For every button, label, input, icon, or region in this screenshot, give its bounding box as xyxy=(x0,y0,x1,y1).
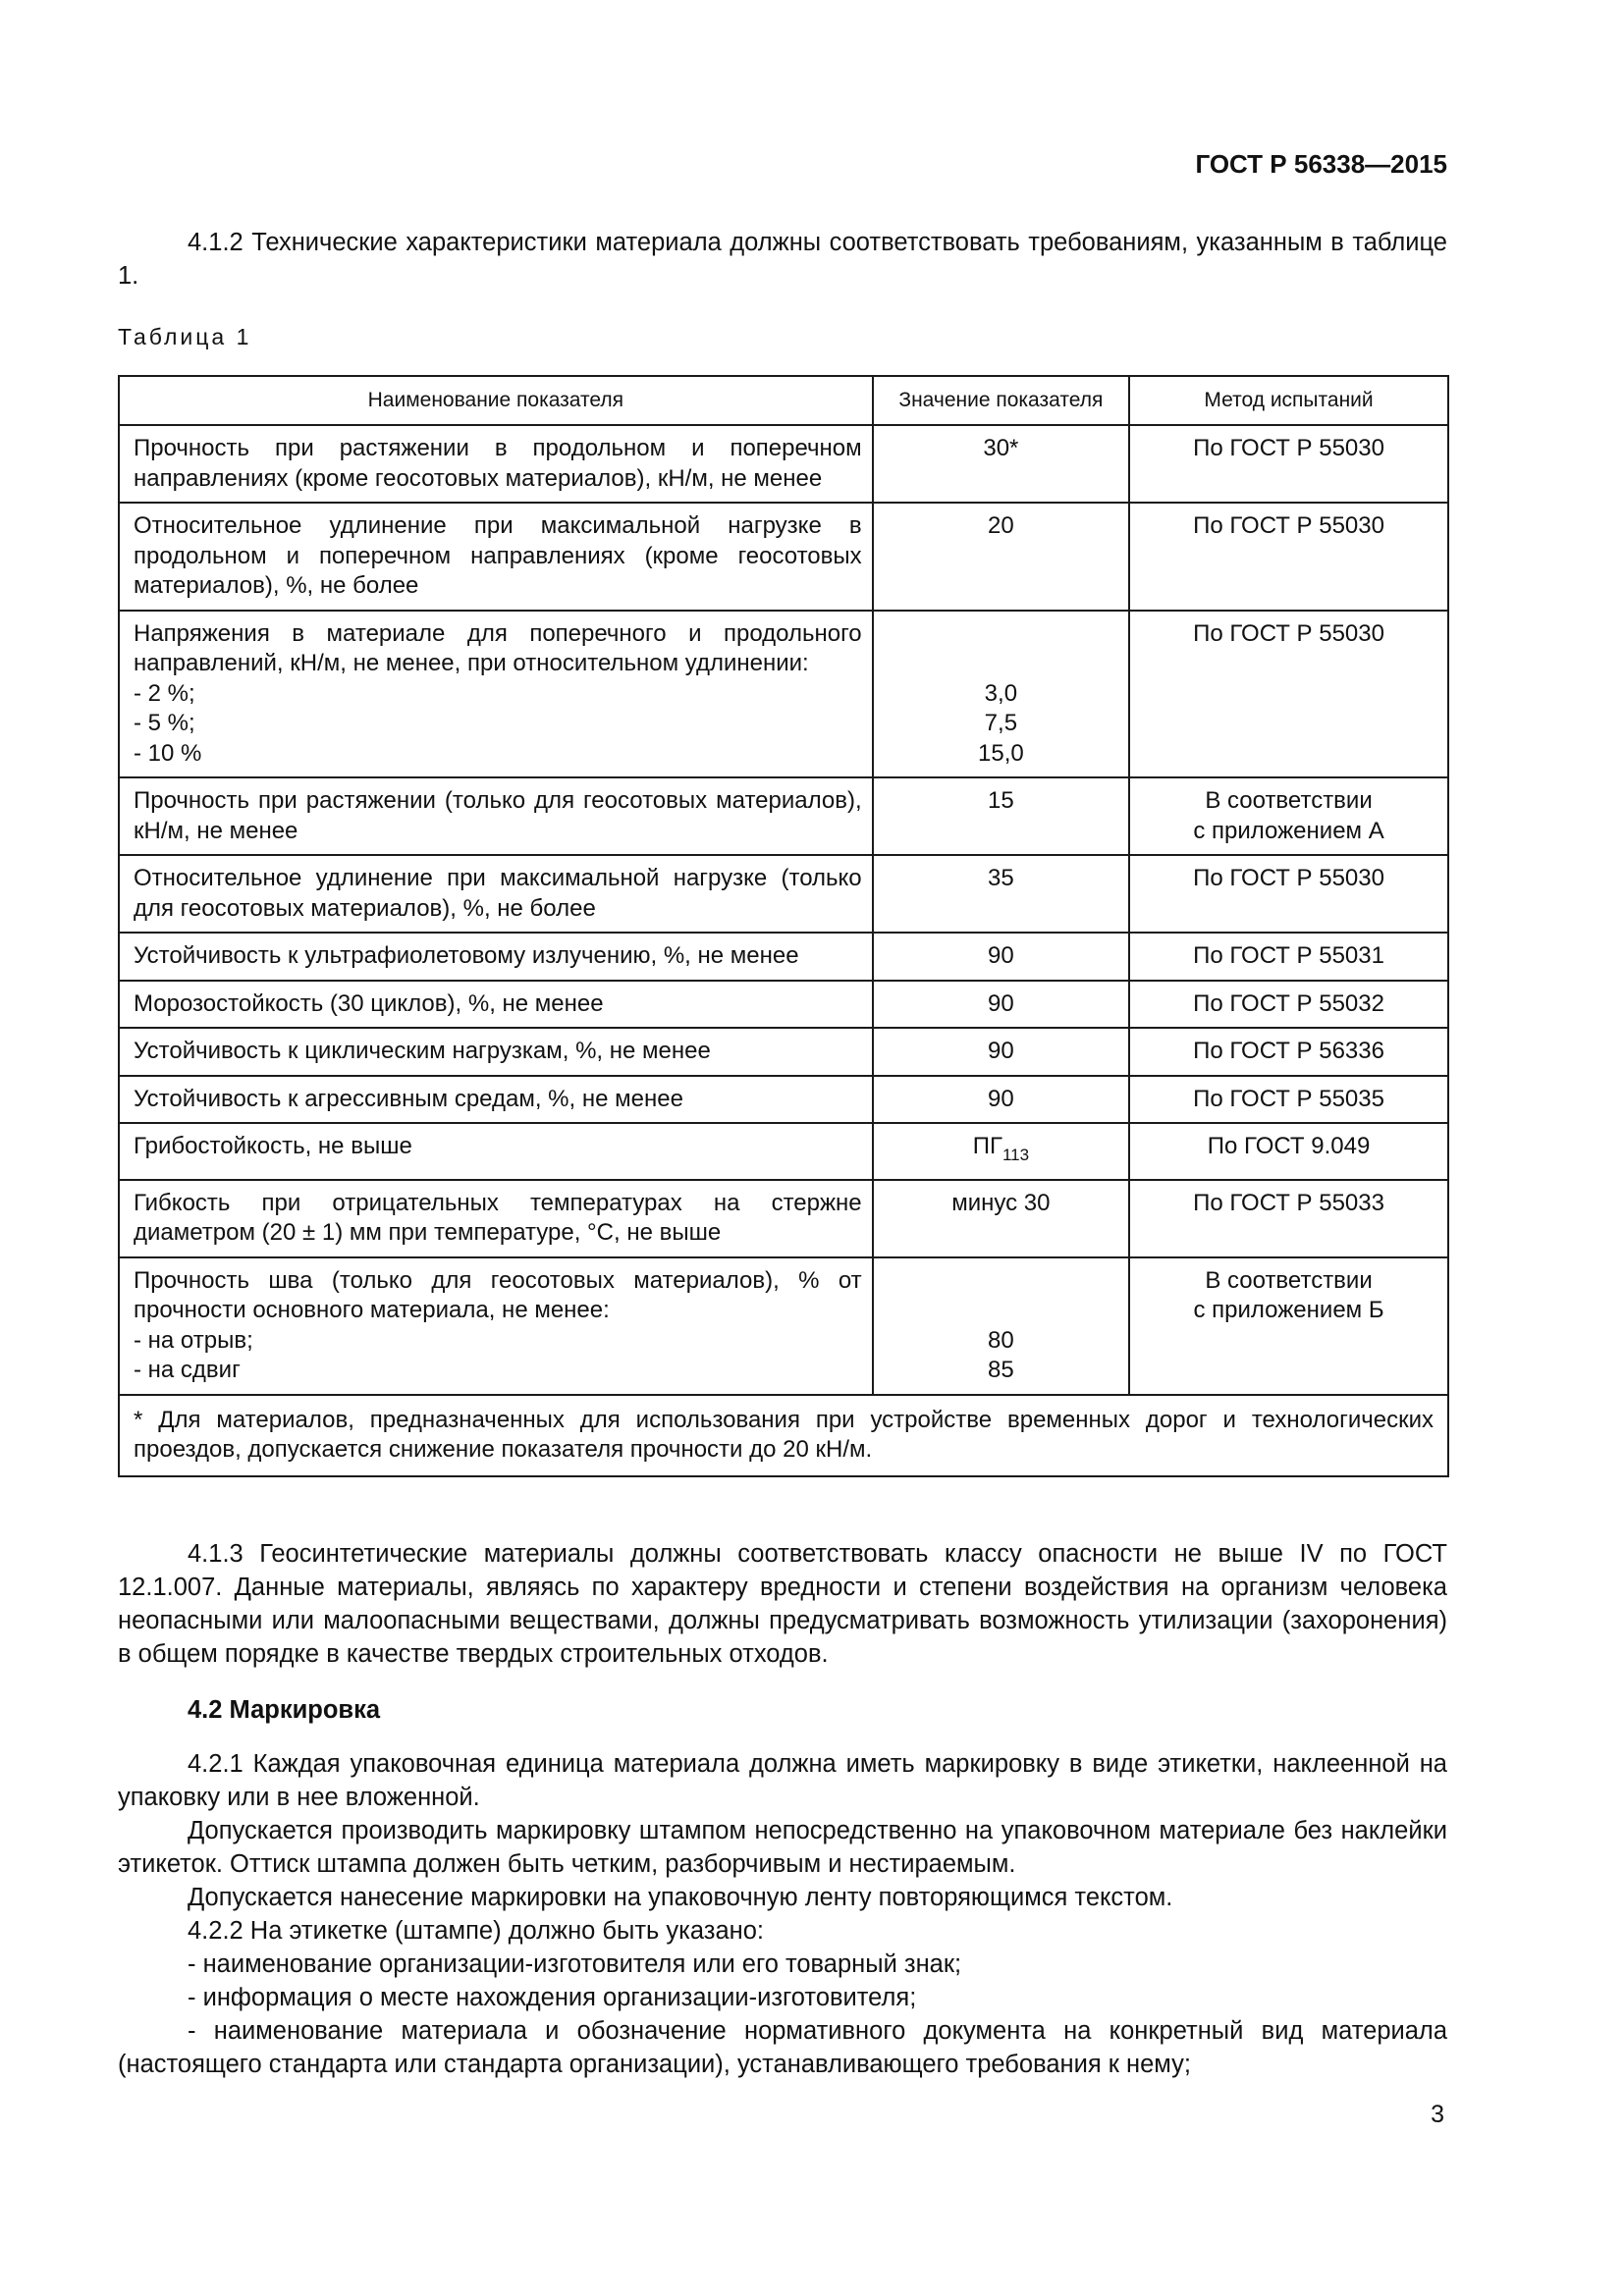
paragraph-4-1-3 xyxy=(118,1537,1447,1671)
sub-value: 85 xyxy=(988,1357,1014,1383)
table-row xyxy=(119,503,1448,611)
cell-value xyxy=(873,1123,1129,1180)
specification-table xyxy=(118,375,1449,1477)
sub-item: - 10 % xyxy=(134,739,202,767)
cell-name xyxy=(119,1257,873,1395)
cell-value: минус 30 xyxy=(873,1180,1129,1257)
cell-name: Относительное удлинение при максимальной нагрузке (только для геосотовых материалов), %, не более xyxy=(119,855,873,933)
table-row xyxy=(119,1028,1448,1076)
sub-item: - 5 %; xyxy=(134,710,195,736)
header-test-method: Метод испытаний xyxy=(1129,376,1448,425)
value-subscript: 113 xyxy=(1001,1146,1030,1164)
cell-name: Прочность при растяжении в продольном и поперечном направлениях (кроме геосотовых материалов), кН/м, не менее xyxy=(119,425,873,503)
cell-method: По ГОСТ Р 55030 xyxy=(1129,425,1448,503)
cell-name: Устойчивость к ультрафиолетовому излучению, %, не менее xyxy=(119,933,873,981)
method-line: с приложением Б xyxy=(1193,1297,1384,1323)
cell-method: По ГОСТ 9.049 xyxy=(1129,1123,1448,1180)
cell-value: 35 xyxy=(873,855,1129,933)
table-row xyxy=(119,1076,1448,1124)
cell-method: По ГОСТ Р 55032 xyxy=(1129,981,1448,1029)
sub-value: 3,0 xyxy=(984,679,1018,707)
method-line: с приложением А xyxy=(1193,817,1384,844)
paragraph-4-1-2 xyxy=(118,226,1447,293)
section-heading-4-2: 4.2 Маркировка xyxy=(188,1696,381,1724)
value-main: ПГ xyxy=(972,1133,1002,1159)
cell-value: 90 xyxy=(873,933,1129,981)
cell-value: 20 xyxy=(873,503,1129,611)
header-indicator-name: Наименование показателя xyxy=(119,376,873,425)
cell-method xyxy=(1129,777,1448,855)
cell-name: Гибкость при отрицательных температурах на стержне диаметром (20 ± 1) мм при температуре, °С, не выше xyxy=(119,1180,873,1257)
cell-value xyxy=(873,1257,1129,1395)
list-item-text: - наименование материала и обозначение нормативного документа на конкретный вид материала (настоящего стандарта или стандарта организации), устанавливающего требования к нему; xyxy=(118,2017,1447,2078)
cell-value: 90 xyxy=(873,981,1129,1029)
cell-name: Прочность при растяжении (только для геосотовых материалов), кН/м, не менее xyxy=(119,777,873,855)
cell-name-text: Прочность шва (только для геосотовых материалов), % от прочности основного материала, не менее: xyxy=(134,1266,862,1323)
cell-name xyxy=(119,611,873,778)
document-code: ГОСТ Р 56338—2015 xyxy=(1195,149,1447,179)
table-row xyxy=(119,1257,1448,1395)
cell-name: Относительное удлинение при максимальной нагрузке в продольном и поперечном направлениях (кроме геосотовых материалов), %, не более xyxy=(119,503,873,611)
table-row xyxy=(119,1180,1448,1257)
sub-item: - 2 %; xyxy=(134,679,195,707)
paragraph-text: 4.1.2 Технические характеристики материала должны соответствовать требованиям, указанным в таблице 1. xyxy=(118,229,1447,290)
method-line: В соответствии xyxy=(1205,787,1373,814)
page-number: 3 xyxy=(1431,2101,1444,2128)
cell-method xyxy=(1129,1257,1448,1395)
section-4-2-body xyxy=(118,1747,1447,2081)
cell-name-text: Напряжения в материале для поперечного и продольного направлений, кН/м, не менее, при относительном удлинении: xyxy=(134,619,862,676)
cell-name: Грибостойкость, не выше xyxy=(119,1123,873,1180)
cell-method: По ГОСТ Р 55030 xyxy=(1129,611,1448,778)
header-indicator-value: Значение показателя xyxy=(873,376,1129,425)
cell-name: Устойчивость к циклическим нагрузкам, %, не менее xyxy=(119,1028,873,1076)
cell-name: Морозостойкость (30 циклов), %, не менее xyxy=(119,981,873,1029)
cell-value xyxy=(873,611,1129,778)
table-row xyxy=(119,855,1448,933)
cell-method: По ГОСТ Р 55030 xyxy=(1129,503,1448,611)
table-caption: Таблица 1 xyxy=(118,324,252,349)
cell-method: По ГОСТ Р 55033 xyxy=(1129,1180,1448,1257)
cell-method: По ГОСТ Р 55030 xyxy=(1129,855,1448,933)
table-row xyxy=(119,777,1448,855)
list-item-text: - наименование организации-изготовителя или его товарный знак; xyxy=(188,1950,962,1978)
table-row xyxy=(119,425,1448,503)
cell-method: По ГОСТ Р 56336 xyxy=(1129,1028,1448,1076)
sub-item: - на сдвиг xyxy=(134,1357,241,1383)
table-row xyxy=(119,611,1448,778)
sub-value: 15,0 xyxy=(978,739,1024,767)
table-row xyxy=(119,933,1448,981)
cell-method: По ГОСТ Р 55031 xyxy=(1129,933,1448,981)
paragraph-text: Допускается нанесение маркировки на упаковочную ленту повторяющимся текстом. xyxy=(188,1884,1173,1911)
method-line: В соответствии xyxy=(1205,1266,1373,1294)
paragraph-text: 4.2.2 На этикетке (штампе) должно быть указано: xyxy=(188,1917,764,1945)
cell-value: 90 xyxy=(873,1076,1129,1124)
paragraph-4-2-1 xyxy=(118,1747,1447,1814)
cell-value: 15 xyxy=(873,777,1129,855)
sub-item: - на отрыв; xyxy=(134,1326,253,1354)
table-row xyxy=(119,981,1448,1029)
paragraph-stamp xyxy=(118,1814,1447,1881)
sub-value: 7,5 xyxy=(984,710,1018,736)
cell-value: 30* xyxy=(873,425,1129,503)
list-item-text: - информация о месте нахождения организации-изготовителя; xyxy=(188,1984,917,2011)
table-footnote-row xyxy=(119,1395,1448,1476)
paragraph-text: 4.1.3 Геосинтетические материалы должны соответствовать классу опасности не выше IV по ГОСТ 12.1.007. Данные материалы, являясь по характеру вредности и степени воздействия на организм человека неопасными или малоопасными веществами, должны предусматривать возможность утилизации (захоронения) в общем порядке в качестве твердых строительных отходов. xyxy=(118,1540,1447,1668)
list-item xyxy=(118,1981,1447,2014)
table-header-row xyxy=(119,376,1448,425)
cell-value: 90 xyxy=(873,1028,1129,1076)
sub-value: 80 xyxy=(988,1326,1014,1354)
cell-method: По ГОСТ Р 55035 xyxy=(1129,1076,1448,1124)
table-row xyxy=(119,1123,1448,1180)
paragraph-4-2-2 xyxy=(118,1914,1447,1948)
cell-name: Устойчивость к агрессивным средам, %, не менее xyxy=(119,1076,873,1124)
paragraph-tape xyxy=(118,1881,1447,1914)
list-item xyxy=(118,1948,1447,1981)
list-item xyxy=(118,2014,1447,2081)
paragraph-text: Допускается производить маркировку штампом непосредственно на упаковочном материале без наклейки этикеток. Оттиск штампа должен быть четким, разборчивым и нестираемым. xyxy=(118,1817,1447,1878)
table-footnote: * Для материалов, предназначенных для использования при устройстве временных дорог и технологических проездов, допускается снижение показателя прочности до 20 кН/м. xyxy=(119,1395,1448,1476)
paragraph-text: 4.2.1 Каждая упаковочная единица материала должна иметь маркировку в виде этикетки, наклеенной на упаковку или в нее вложенной. xyxy=(118,1750,1447,1811)
